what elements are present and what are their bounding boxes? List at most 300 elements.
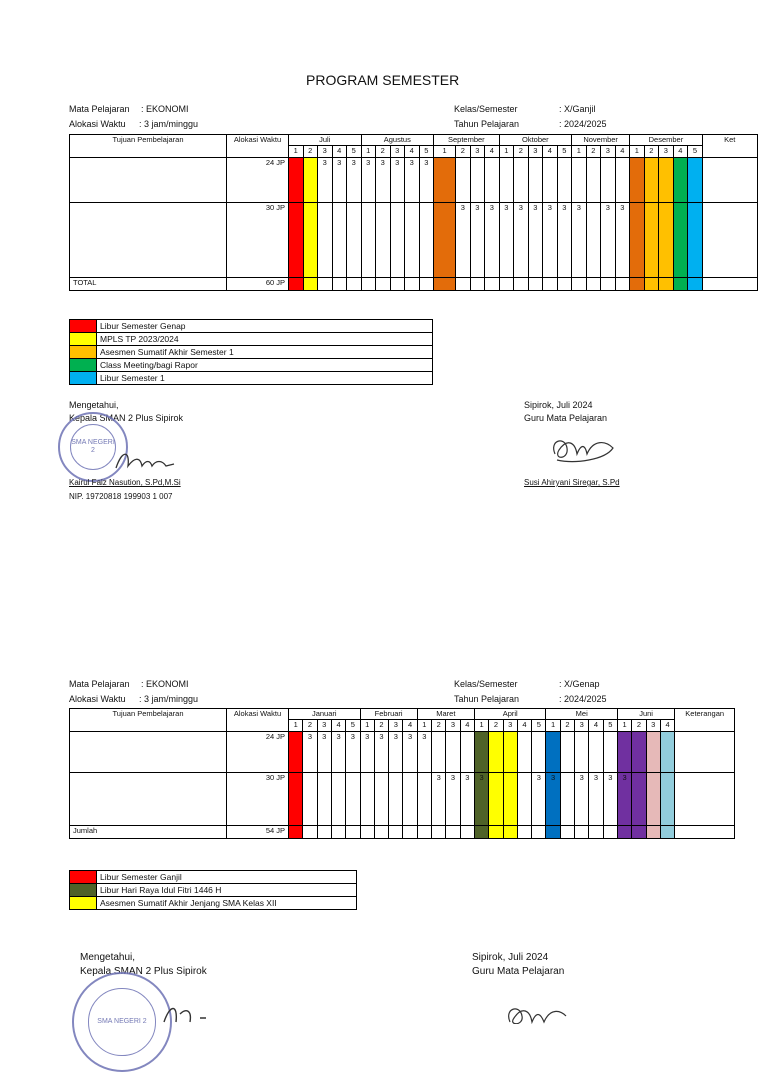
sem2-total-week-cell [303,826,317,839]
sem2-col-alokasi: Alokasi Waktu [227,709,289,732]
sem1-week-cell [289,203,304,278]
sem2-week-cell: 3 [589,773,603,826]
sem1-total-week-cell [514,278,529,291]
sem1-week-cell [673,158,688,203]
sem1-total-week-cell [361,278,376,291]
sem2-week-cell: 3 [617,773,631,826]
sem1-legend-item [70,372,433,385]
sem2-total-week-cell [403,826,417,839]
sem2-week-cell: 3 [546,773,560,826]
sem1-week-cell [514,158,529,203]
sem2-month-header: Mei [546,709,618,720]
sem1-week-cell: 3 [499,203,514,278]
sem2-week-cell: 3 [346,732,360,773]
sem2-alokasi-label: Alokasi Waktu [69,694,126,704]
sem1-week-number: 1 [434,146,456,158]
sem2-total-jp: 54 JP [227,826,289,839]
sem1-legend-swatch [70,346,97,359]
sem1-ket-cell [702,158,757,203]
sem1-week-cell [630,203,645,278]
sem2-week-number: 1 [417,720,431,732]
sem1-week-number: 3 [659,146,674,158]
sem2-total-week-cell [489,826,503,839]
sem2-week-number: 3 [317,720,331,732]
sem1-place-date: Sipirok, Juli 2024 [524,400,593,410]
sem2-week-cell [289,773,303,826]
sem1-week-number: 3 [318,146,333,158]
sem2-week-number: 2 [489,720,503,732]
sem2-total-week-cell [546,826,560,839]
sem1-month-header: November [572,135,630,146]
sem2-week-cell [360,773,374,826]
sem1-week-cell [376,203,391,278]
sem1-legend-swatch [70,333,97,346]
sem1-total-week-cell [673,278,688,291]
sem2-week-number: 4 [403,720,417,732]
sem1-mapel-value: : EKONOMI [141,104,189,114]
sem1-week-cell [673,203,688,278]
sem1-week-cell [688,203,703,278]
sem1-alokasi-value: : 3 jam/minggu [139,119,199,129]
sem2-week-number: 1 [546,720,560,732]
sem2-week-cell [446,732,460,773]
sem2-week-cell [646,773,660,826]
sem1-week-cell: 3 [485,203,500,278]
sem1-kepala-nip: NIP. 19720818 199903 1 007 [69,492,173,501]
sem1-week-cell: 3 [572,203,587,278]
sem1-month-header: Agustus [361,135,434,146]
sem2-tp-row [70,773,735,826]
sem2-week-cell: 3 [417,732,431,773]
sem2-legend-swatch [70,871,97,884]
sem1-total-ket-cell [702,278,757,291]
sem2-total-week-cell [374,826,388,839]
sem1-week-cell [557,158,572,203]
sem2-total-week-cell [346,826,360,839]
sem2-total-week-cell [360,826,374,839]
sem2-kepala-signature [160,1000,220,1024]
sem1-week-number: 2 [376,146,391,158]
sem1-kelas-value: : X/Ganjil [559,104,596,114]
sem2-week-cell [474,732,488,773]
sem1-week-cell [644,158,659,203]
sem1-total-week-cell [659,278,674,291]
sem1-week-cell: 3 [470,203,485,278]
sem2-legend-item [70,897,357,910]
sem1-total-week-cell [318,278,333,291]
sem1-total-week-cell [586,278,601,291]
sem1-week-cell: 3 [390,158,405,203]
sem2-week-cell [331,773,345,826]
sem1-week-cell: 3 [528,203,543,278]
sem1-col-tujuan: Tujuan Pembelajaran [70,135,227,158]
sem1-week-number: 3 [470,146,485,158]
sem2-kelas-value: : X/Genap [559,679,600,689]
sem2-week-cell [560,773,574,826]
sem1-total-week-cell [405,278,420,291]
sem2-legend-label: Asesmen Sumatif Akhir Jenjang SMA Kelas XII [97,897,357,910]
sem1-week-cell [688,158,703,203]
sem1-week-number: 4 [615,146,630,158]
sem1-week-number: 1 [499,146,514,158]
sem1-legend-swatch [70,372,97,385]
sem2-week-cell [503,773,517,826]
sem1-week-cell [390,203,405,278]
sem2-school-stamp [72,972,172,1072]
sem2-week-cell [575,732,589,773]
sem2-legend-swatch [70,897,97,910]
sem2-week-number: 4 [589,720,603,732]
sem2-total-week-cell [474,826,488,839]
sem1-total-week-cell [470,278,485,291]
sem2-total-week-cell [575,826,589,839]
sem1-week-cell [318,203,333,278]
sem2-week-number: 2 [560,720,574,732]
sem2-week-cell [617,732,631,773]
sem1-legend-label: Class Meeting/bagi Rapor [97,359,433,372]
sem1-legend-swatch [70,320,97,333]
sem1-total-week-cell [601,278,616,291]
sem2-stamp-text: SMA NEGERI 2 [88,988,155,1055]
sem1-legend-swatch [70,359,97,372]
sem2-week-cell: 3 [474,773,488,826]
sem1-legend-label: MPLS TP 2023/2024 [97,333,433,346]
sem1-kepala-signature [110,448,180,476]
sem2-total-week-cell [532,826,546,839]
sem1-week-cell [405,203,420,278]
sem1-week-cell: 3 [347,158,362,203]
sem1-total-week-cell [644,278,659,291]
sem1-guru-name: Susi Ahiryani Siregar, S.Pd [524,478,620,487]
sem2-week-number: 3 [446,720,460,732]
sem1-total-week-cell [419,278,434,291]
sem2-week-cell [489,773,503,826]
sem2-place-date: Sipirok, Juli 2024 [472,952,549,963]
sem1-week-number: 1 [289,146,304,158]
sem1-month-header: Oktober [499,135,572,146]
sem2-week-cell [517,732,531,773]
sem1-week-cell [470,158,485,203]
sem1-week-cell: 3 [456,203,471,278]
sem1-ket-cell [702,203,757,278]
sem2-total-week-cell [389,826,403,839]
sem1-month-header: September [434,135,500,146]
sem1-total-week-cell [289,278,304,291]
sem1-total-week-cell [303,278,318,291]
sem1-week-number: 1 [572,146,587,158]
sem2-total-week-cell [646,826,660,839]
sem1-week-cell: 3 [332,158,347,203]
sem2-total-week-cell [660,826,674,839]
sem2-jp-cell: 24 JP [227,732,289,773]
sem1-total-week-cell [390,278,405,291]
sem2-total-week-cell [617,826,631,839]
sem1-week-cell [499,158,514,203]
sem1-week-cell: 3 [318,158,333,203]
sem1-week-number: 5 [347,146,362,158]
sem2-week-number: 1 [474,720,488,732]
sem2-alokasi-value: : 3 jam/minggu [139,694,199,704]
sem2-week-cell: 3 [331,732,345,773]
sem2-week-cell [489,732,503,773]
sem1-week-number: 1 [361,146,376,158]
sem1-week-cell [659,158,674,203]
sem1-legend-label: Asesmen Sumatif Akhir Semester 1 [97,346,433,359]
sem2-col-tujuan: Tujuan Pembelajaran [70,709,227,732]
sem1-legend-label: Libur Semester 1 [97,372,433,385]
sem2-week-cell: 3 [603,773,617,826]
sem1-total-week-cell [528,278,543,291]
sem1-month-header: Juli [289,135,362,146]
sem2-week-cell [417,773,431,826]
sem1-week-number: 3 [528,146,543,158]
sem1-week-cell [347,203,362,278]
sem1-legend-item [70,320,433,333]
sem2-week-cell [289,732,303,773]
sem1-week-number: 3 [601,146,616,158]
sem2-week-cell: 3 [460,773,474,826]
sem1-week-cell: 3 [557,203,572,278]
sem1-total-week-cell [332,278,347,291]
sem2-total-week-cell [460,826,474,839]
sem2-week-cell: 3 [360,732,374,773]
sem1-week-number: 5 [419,146,434,158]
sem1-tp-row [70,203,758,278]
sem1-total-week-cell [456,278,471,291]
sem2-week-cell [660,773,674,826]
sem1-mapel-label: Mata Pelajaran [69,104,130,114]
sem1-week-cell: 3 [601,203,616,278]
sem2-week-cell [589,732,603,773]
sem2-week-cell [660,732,674,773]
sem2-month-header: Juni [617,709,674,720]
sem2-tp-row [70,732,735,773]
sem1-week-number: 2 [644,146,659,158]
sem1-jp-cell: 24 JP [227,158,289,203]
sem1-legend-item [70,346,433,359]
sem1-week-cell: 3 [543,203,558,278]
sem2-week-number: 4 [517,720,531,732]
sem2-week-cell [503,732,517,773]
sem2-week-cell [403,773,417,826]
page-title: PROGRAM SEMESTER [306,72,460,88]
sem1-week-number: 1 [630,146,645,158]
sem1-week-cell [361,203,376,278]
sem2-total-week-cell [503,826,517,839]
sem1-tp-cell [70,158,227,203]
sem2-tahun-label: Tahun Pelajaran [454,694,520,704]
sem1-total-jp: 60 JP [227,278,289,291]
sem2-week-cell [303,773,317,826]
sem1-tahun-label: Tahun Pelajaran [454,119,520,129]
sem2-week-number: 2 [632,720,646,732]
sem2-week-cell [346,773,360,826]
sem2-week-number: 3 [503,720,517,732]
sem2-week-number: 2 [374,720,388,732]
sem2-week-cell: 3 [317,732,331,773]
sem2-week-cell [517,773,531,826]
sem1-week-cell [572,158,587,203]
sem2-kelas-label: Kelas/Semester [454,679,518,689]
sem1-kepala-name: Kairul Faiz Nasution, S.Pd,M.Si [69,478,181,487]
sem2-total-week-cell [289,826,303,839]
sem2-week-cell [317,773,331,826]
sem2-total-week-cell [432,826,446,839]
sem1-week-number: 2 [514,146,529,158]
sem1-week-cell [630,158,645,203]
sem1-week-cell [434,203,456,278]
sem2-tp-cell [70,773,227,826]
sem2-jp-cell: 30 JP [227,773,289,826]
sem1-week-number: 2 [586,146,601,158]
sem1-total-week-cell [688,278,703,291]
sem1-week-cell: 3 [514,203,529,278]
sem1-week-cell: 3 [419,158,434,203]
sem1-week-cell [303,203,318,278]
sem2-week-cell [374,773,388,826]
sem1-week-number: 2 [303,146,318,158]
sem2-week-cell [546,732,560,773]
sem2-week-number: 5 [603,720,617,732]
sem1-total-week-cell [543,278,558,291]
sem2-legend-label: Libur Semester Ganjil [97,871,357,884]
sem1-week-cell: 3 [615,203,630,278]
sem1-week-cell [456,158,471,203]
sem1-tp-cell [70,203,227,278]
sem1-total-week-cell [557,278,572,291]
sem2-schedule-table [69,708,735,839]
sem1-total-week-cell [499,278,514,291]
sem1-guru-signature [545,430,620,470]
sem2-week-number: 2 [432,720,446,732]
sem1-week-number: 2 [456,146,471,158]
sem2-mengetahui: Mengetahui, [80,952,136,963]
sem2-week-cell: 3 [303,732,317,773]
sem2-week-cell [532,732,546,773]
sem1-kelas-label: Kelas/Semester [454,104,518,114]
sem2-legend-label: Libur Hari Raya Idul Fitri 1446 H [97,884,357,897]
sem1-stamp-text: SMA NEGERI 2 [70,424,117,471]
sem2-col-ket: Keterangan [675,709,735,732]
sem1-total-week-cell [347,278,362,291]
sem2-total-week-cell [317,826,331,839]
sem2-mapel-label: Mata Pelajaran [69,679,130,689]
sem2-week-cell: 3 [446,773,460,826]
sem2-tahun-value: : 2024/2025 [559,694,607,704]
sem2-week-cell: 3 [532,773,546,826]
sem2-legend-item [70,884,357,897]
sem1-week-cell: 3 [405,158,420,203]
sem2-legend [69,870,357,910]
sem2-week-number: 3 [389,720,403,732]
sem1-total-week-cell [485,278,500,291]
sem1-schedule-table [69,134,758,291]
sem2-total-week-cell [331,826,345,839]
sem2-week-number: 5 [532,720,546,732]
sem1-week-number: 5 [557,146,572,158]
sem1-total-week-cell [615,278,630,291]
sem1-week-cell [332,203,347,278]
sem1-total-week-cell [376,278,391,291]
sem2-ket-cell [675,732,735,773]
sem2-week-cell [389,773,403,826]
sem2-week-cell [632,732,646,773]
sem2-week-cell: 3 [575,773,589,826]
sem1-total-label: TOTAL [70,278,227,291]
sem2-total-week-cell [417,826,431,839]
sem2-week-number: 4 [331,720,345,732]
sem2-total-week-cell [603,826,617,839]
sem2-week-number: 4 [660,720,674,732]
sem2-guru-signature [500,996,570,1024]
sem2-month-header: Januari [289,709,361,720]
sem1-week-cell [303,158,318,203]
sem1-week-cell [601,158,616,203]
sem1-tahun-value: : 2024/2025 [559,119,607,129]
sem1-total-week-cell [572,278,587,291]
sem2-guru-title: Guru Mata Pelajaran [472,966,565,977]
sem1-week-cell [485,158,500,203]
sem2-week-cell [560,732,574,773]
sem2-week-cell: 3 [403,732,417,773]
sem1-total-week-cell [434,278,456,291]
sem1-week-cell [289,158,304,203]
sem2-week-cell [646,732,660,773]
sem1-tp-row [70,158,758,203]
sem2-month-header: Maret [417,709,474,720]
sem1-total-week-cell [630,278,645,291]
sem1-guru-title: Guru Mata Pelajaran [524,413,608,423]
sem2-week-cell [460,732,474,773]
sem2-total-week-cell [517,826,531,839]
sem2-week-number: 1 [289,720,303,732]
sem1-legend [69,319,433,385]
sem2-total-week-cell [560,826,574,839]
sem2-mapel-value: : EKONOMI [141,679,189,689]
sem1-week-number: 5 [688,146,703,158]
sem2-week-cell: 3 [432,773,446,826]
sem1-week-number: 4 [673,146,688,158]
sem2-week-number: 3 [646,720,660,732]
sem2-week-number: 4 [460,720,474,732]
sem1-week-cell: 3 [376,158,391,203]
sem1-week-cell: 3 [361,158,376,203]
sem1-week-number: 4 [543,146,558,158]
sem2-week-cell: 3 [389,732,403,773]
sem1-legend-item [70,333,433,346]
sem2-week-number: 2 [303,720,317,732]
sem1-month-header: Desember [630,135,703,146]
sem1-col-ket: Ket [702,135,757,158]
sem2-week-number: 1 [617,720,631,732]
sem2-week-number: 1 [360,720,374,732]
sem1-col-alokasi: Alokasi Waktu [227,135,289,158]
sem1-week-cell [615,158,630,203]
sem1-mengetahui: Mengetahui, [69,400,119,410]
sem1-week-cell [586,203,601,278]
sem1-week-cell [419,203,434,278]
sem2-legend-item [70,871,357,884]
sem2-week-cell [632,773,646,826]
sem1-week-number: 4 [485,146,500,158]
sem1-week-cell [543,158,558,203]
sem1-legend-label: Libur Semester Genap [97,320,433,333]
sem1-legend-item [70,359,433,372]
sem2-total-week-cell [446,826,460,839]
sem1-week-number: 4 [405,146,420,158]
sem1-week-number: 4 [332,146,347,158]
sem1-alokasi-label: Alokasi Waktu [69,119,126,129]
